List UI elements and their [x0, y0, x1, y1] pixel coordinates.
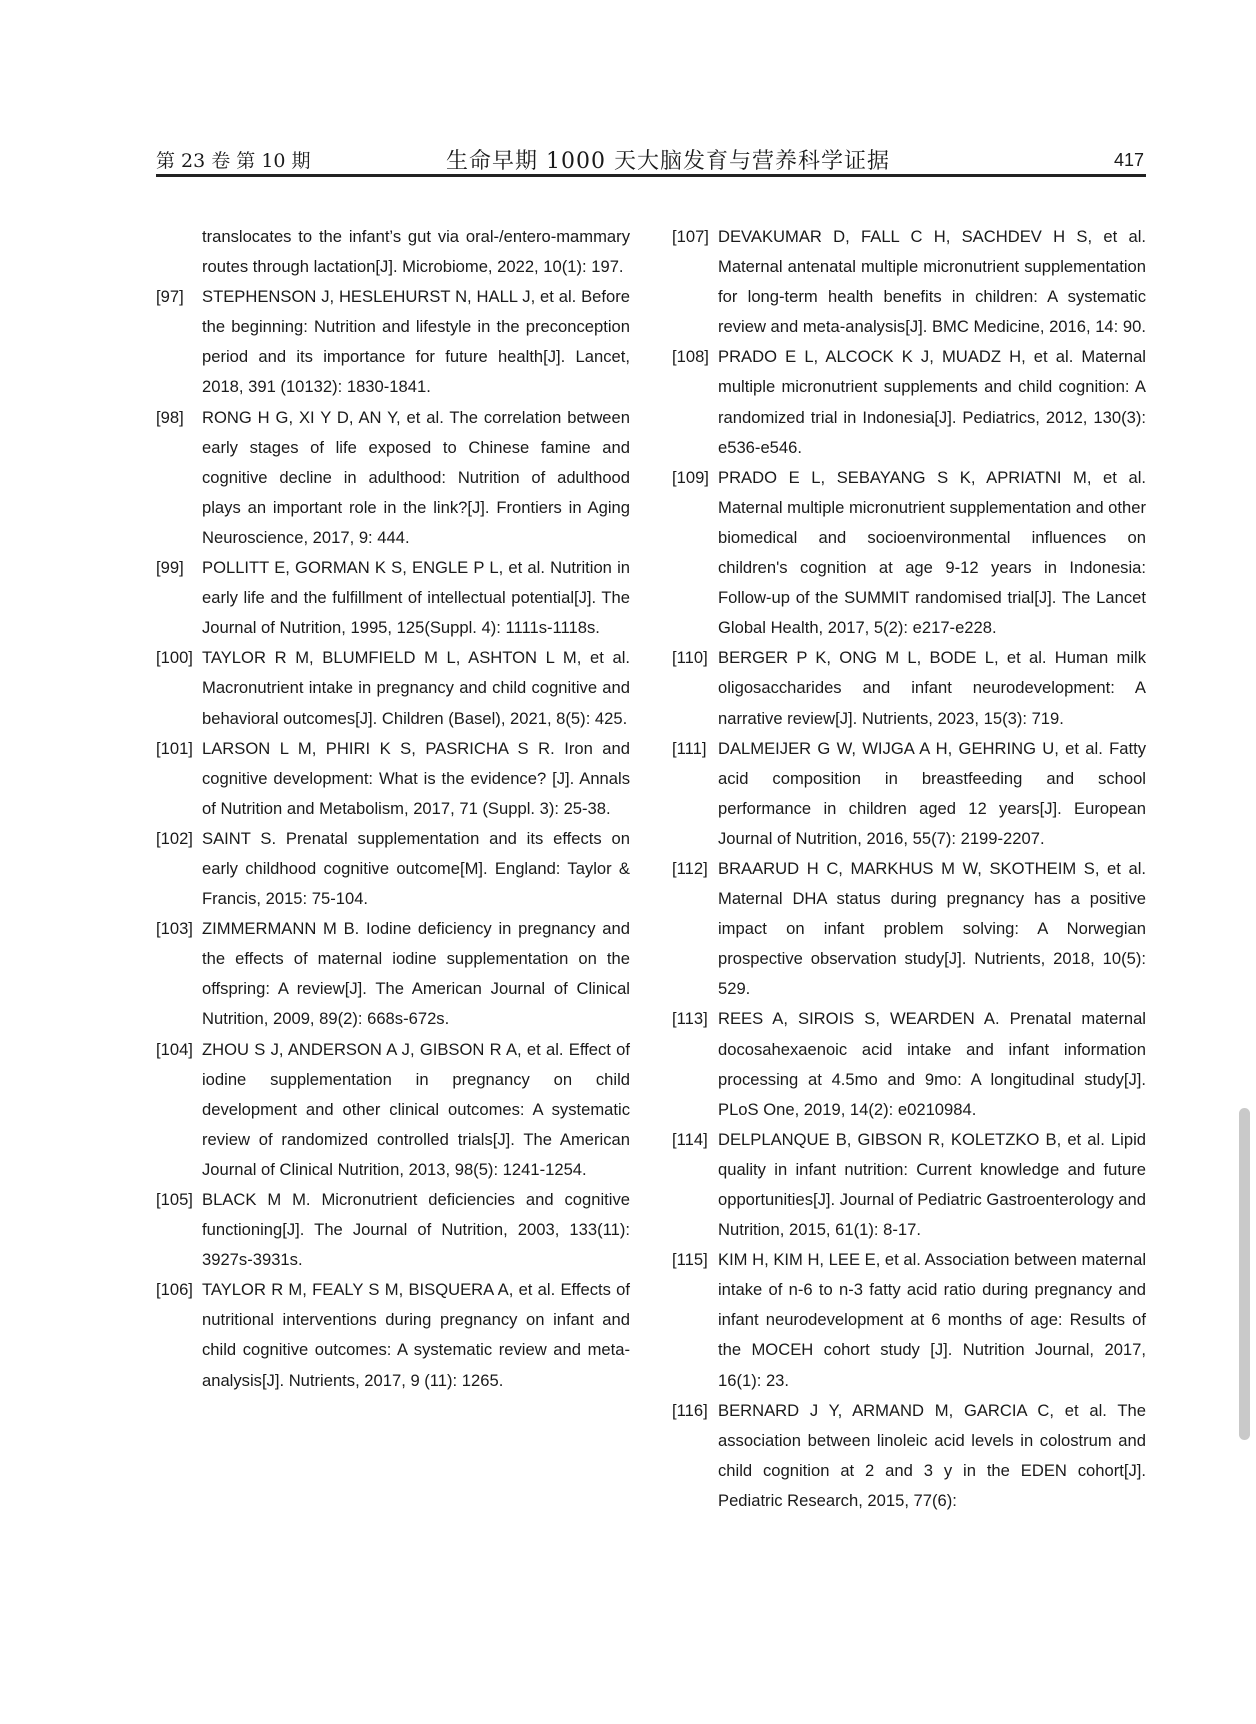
- reference-number: [110]: [672, 648, 708, 668]
- reference-item: [672, 854, 1146, 1004]
- reference-item: [156, 914, 630, 1034]
- reference-number: [98]: [156, 407, 184, 427]
- reference-text: SAINT S. Prenatal supplementation and its effects on early childhood cognitive outcome[M]. England: Taylor & Francis, 2015: 75-104.: [202, 828, 630, 909]
- reference-text: DELPLANQUE B, GIBSON R, KOLETZKO B, et al. Lipid quality in infant nutrition: Current knowledge and future opportunities[J]. Journal of Pediatric Gastroenterology and Nutrition, 2015, 61(1): 8-17.: [718, 1129, 1146, 1240]
- reference-text: BLACK M M. Micronutrient deficiencies and cognitive functioning[J]. The Journal of Nutrition, 2003, 133(11): 3927s-3931s.: [202, 1190, 630, 1270]
- running-title: 生命早期 1000 天大脑发育与营养科学证据: [446, 149, 890, 174]
- reference-number: [113]: [672, 1009, 708, 1029]
- reference-item: [672, 222, 1146, 342]
- reference-item: [672, 1004, 1146, 1124]
- reference-text: REES A, SIROIS S, WEARDEN A. Prenatal maternal docosahexaenoic acid intake and infant information processing at 4.5mo and 9mo: A longitudinal study[J]. PLoS One, 2019, 14(2): e0210984.: [718, 1009, 1146, 1119]
- reference-text: DALMEIJER G W, WIJGA A H, GEHRING U, et al. Fatty acid composition in breastfeeding and school performance in children aged 12 years[J]. European Journal of Nutrition, 2016, 55(7): 2199-2207.: [718, 738, 1146, 848]
- journal-volume-issue: 第 23 卷 第 10 期: [156, 150, 311, 172]
- reference-number: [112]: [672, 858, 708, 878]
- reference-number: [115]: [672, 1250, 708, 1270]
- reference-number: [101]: [156, 738, 193, 758]
- reference-item: [156, 824, 630, 914]
- reference-number: [103]: [156, 919, 193, 939]
- reference-item: [156, 1275, 630, 1395]
- reference-item: [156, 553, 630, 643]
- reference-item: [156, 643, 630, 733]
- vertical-scrollbar-thumb[interactable]: [1239, 1108, 1250, 1440]
- reference-text: TAYLOR R M, FEALY S M, BISQUERA A, et al. Effects of nutritional interventions during pregnancy on infant and child cognitive outcomes: A systematic review and meta-analysis[J]. Nutrients, 2017, 9 (11): 1265.: [202, 1280, 630, 1390]
- reference-text: PRADO E L, ALCOCK K J, MUADZ H, et al. Maternal multiple micronutrient supplements and child cognition: A randomized trial in Indonesia[J]. Pediatrics, 2012, 130(3): e536-e546.: [718, 347, 1146, 457]
- reference-text: LARSON L M, PHIRI K S, PASRICHA S R. Iron and cognitive development: What is the evidence? [J]. Annals of Nutrition and Metabolism, 2017, 71 (Suppl. 3): 25-38.: [202, 738, 630, 818]
- reference-text: TAYLOR R M, BLUMFIELD M L, ASHTON L M, et al. Macronutrient intake in pregnancy and child cognitive and behavioral outcomes[J]. Children (Basel), 2021, 8(5): 425.: [202, 648, 630, 728]
- reference-number: [97]: [156, 287, 184, 307]
- reference-text: RONG H G, XI Y D, AN Y, et al. The correlation between early stages of life exposed to Chinese famine and cognitive decline in adulthood: Nutrition of adulthood plays an important role in the link?[J]. Frontiers in Aging Neuroscience, 2017, 9: 444.: [202, 407, 630, 547]
- page-number: 417: [1113, 150, 1144, 170]
- reference-number: [108]: [672, 347, 709, 367]
- reference-item: [672, 1245, 1146, 1395]
- reference-text: BERNARD J Y, ARMAND M, GARCIA C, et al. The association between linoleic acid levels in colostrum and child cognition at 2 and 3 y in the EDEN cohort[J]. Pediatric Research, 2015, 77(6):: [718, 1400, 1146, 1510]
- reference-number: [107]: [672, 227, 709, 246]
- reference-item: [672, 1125, 1146, 1245]
- reference-text: ZHOU S J, ANDERSON A J, GIBSON R A, et al. Effect of iodine supplementation in pregnancy on child development and other clinical outcomes: A systematic review of randomized controlled trials[J]. The American Journal of Clinical Nutrition, 2013, 98(5): 1241-1254.: [202, 1039, 630, 1179]
- reference-number: [111]: [672, 738, 707, 758]
- reference-item: [156, 403, 630, 553]
- reference-text: PRADO E L, SEBAYANG S K, APRIATNI M, et al. Maternal multiple micronutrient supplementation and other biomedical and socioenvironmental influences on children's cognition at age 9-12 years in Indonesia: Follow-up of the SUMMIT randomised trial[J]. The Lancet Global Health, 2017, 5(2): e217-e228.: [718, 467, 1146, 638]
- reference-item: [672, 643, 1146, 733]
- reference-item: [156, 1035, 630, 1185]
- reference-text: BRAARUD H C, MARKHUS M W, SKOTHEIM S, et al. Maternal DHA status during pregnancy has a positive impact on infant problem solving: A Norwegian prospective observation study[J]. Nutrients, 2018, 10(5): 529.: [718, 858, 1146, 999]
- reference-number: [114]: [672, 1129, 708, 1149]
- reference-text: DEVAKUMAR D, FALL C H, SACHDEV H S, et al. Maternal antenatal multiple micronutrient supplementation for long-term health benefits in children: A systematic review and meta-analysis[J]. BMC Medicine, 2016, 14: 90.: [718, 227, 1146, 337]
- reference-number: [102]: [156, 828, 193, 848]
- reference-item: [672, 1396, 1146, 1516]
- reference-text: translocates to the infant’s gut via oral-/entero-mammary routes through lactation[J]. Microbiome, 2022, 10(1): 197.: [202, 227, 630, 277]
- reference-number: [106]: [156, 1280, 193, 1300]
- reference-number: [100]: [156, 648, 193, 668]
- reference-text: BERGER P K, ONG M L, BODE L, et al. Human milk oligosaccharides and infant neurodevelopment: A narrative review[J]. Nutrients, 2023, 15(3): 719.: [718, 648, 1146, 728]
- reference-item: [156, 1185, 630, 1275]
- reference-item: [672, 734, 1146, 854]
- reference-item: [672, 342, 1146, 462]
- references-left-column: [156, 222, 630, 1396]
- reference-number: [104]: [156, 1039, 193, 1059]
- running-header: [156, 140, 1146, 177]
- reference-item: [156, 734, 630, 824]
- reference-text: POLLITT E, GORMAN K S, ENGLE P L, et al. Nutrition in early life and the fulfillment of intellectual potential[J]. The Journal of Nutrition, 1995, 125(Suppl. 4): 1111s-1118s.: [202, 558, 630, 638]
- reference-text: STEPHENSON J, HESLEHURST N, HALL J, et al. Before the beginning: Nutrition and lifestyle in the preconception period and its importance for future health[J]. Lancet, 2018, 391 (10132): 1830-1841.: [202, 287, 630, 397]
- reference-number: [109]: [672, 467, 709, 487]
- references-right-column: [672, 222, 1146, 1516]
- reference-text: ZIMMERMANN M B. Iodine deficiency in pregnancy and the effects of maternal iodine supplementation on the offspring: A review[J]. The American Journal of Clinical Nutrition, 2009, 89(2): 668s-672s.: [202, 919, 630, 1029]
- reference-item: [156, 282, 630, 402]
- reference-number: [99]: [156, 558, 184, 578]
- reference-item: [672, 463, 1146, 644]
- reference-text: KIM H, KIM H, LEE E, et al. Association between maternal intake of n-6 to n-3 fatty acid ratio during pregnancy and infant neurodevelopment at 6 months of age: Results of the MOCEH cohort study [J]. Nutrition Journal, 2017, 16(1): 23.: [718, 1250, 1146, 1390]
- reference-number: [116]: [672, 1400, 708, 1420]
- reference-item: [156, 222, 630, 282]
- reference-number: [105]: [156, 1190, 193, 1209]
